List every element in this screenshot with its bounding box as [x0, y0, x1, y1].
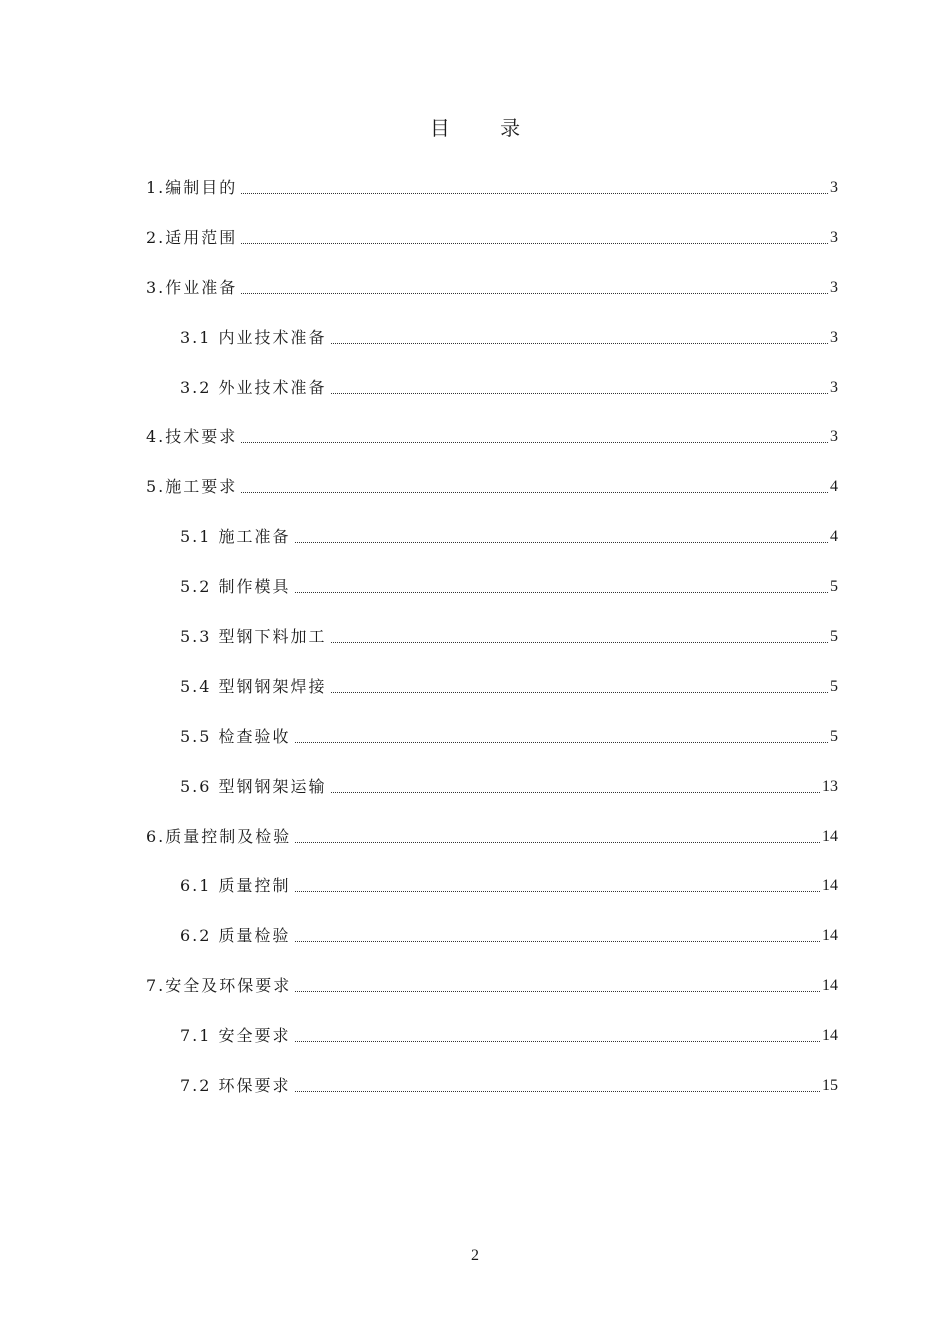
toc-entry-label: 6.1 质量控制 — [180, 876, 291, 896]
toc-entry-label: 1.编制目的 — [146, 178, 238, 197]
toc-entry-page: 5 — [830, 628, 838, 646]
toc-entry[interactable] — [146, 175, 838, 225]
toc-leader-dots — [295, 824, 820, 843]
toc-entry[interactable] — [146, 424, 838, 474]
toc-entry[interactable] — [146, 774, 838, 824]
toc-entry[interactable] — [146, 824, 838, 874]
toc-entry[interactable] — [146, 325, 838, 375]
toc-leader-dots — [295, 873, 820, 892]
toc-leader-dots — [331, 325, 828, 344]
toc-entry[interactable] — [146, 1023, 838, 1073]
toc-leader-dots — [295, 1073, 820, 1092]
toc-entry[interactable] — [146, 375, 838, 425]
toc-leader-dots — [331, 774, 820, 793]
toc-leader-dots — [241, 275, 828, 294]
toc-entry-label: 5.1 施工准备 — [180, 527, 291, 547]
toc-entry[interactable] — [146, 474, 838, 524]
toc-entry[interactable] — [146, 674, 838, 724]
toc-entry-page: 15 — [822, 1077, 838, 1095]
toc-entry-label: 2.适用范围 — [146, 227, 238, 247]
toc-leader-dots — [241, 225, 828, 244]
toc-leader-dots — [241, 474, 828, 493]
toc-entry-label: 3.1 内业技术准备 — [180, 327, 327, 347]
toc-entry[interactable] — [146, 624, 838, 674]
toc-entry-label: 3.作业准备 — [146, 277, 238, 297]
toc-entry-label: 5.施工要求 — [146, 477, 238, 497]
toc-entry[interactable] — [146, 225, 838, 275]
toc-list — [146, 175, 838, 1123]
toc-entry[interactable] — [146, 524, 838, 574]
toc-entry-page: 14 — [822, 927, 838, 945]
toc-leader-dots — [331, 674, 828, 693]
toc-leader-dots — [295, 574, 828, 593]
toc-entry-page: 5 — [830, 727, 838, 745]
toc-entry-label: 6.2 质量检验 — [180, 926, 291, 946]
toc-entry-label: 7.1 安全要求 — [180, 1026, 291, 1046]
toc-entry-page: 3 — [830, 428, 838, 446]
toc-leader-dots — [241, 175, 828, 194]
toc-entry-page: 14 — [822, 977, 838, 995]
toc-entry[interactable] — [146, 973, 838, 1023]
toc-entry-label: 5.6 型钢钢架运输 — [180, 776, 327, 796]
toc-entry-page: 5 — [830, 677, 838, 695]
toc-leader-dots — [241, 424, 828, 443]
toc-entry-page: 3 — [830, 278, 838, 296]
toc-entry-page: 14 — [822, 1027, 838, 1045]
toc-leader-dots — [295, 923, 820, 942]
toc-entry[interactable] — [146, 724, 838, 774]
toc-leader-dots — [295, 1023, 820, 1042]
toc-entry-page: 3 — [830, 328, 838, 346]
toc-entry-page: 5 — [830, 578, 838, 596]
toc-entry[interactable] — [146, 275, 838, 325]
toc-leader-dots — [295, 524, 828, 543]
toc-leader-dots — [295, 724, 828, 743]
toc-title: 目 录 — [429, 116, 543, 140]
toc-entry-label: 5.2 制作模具 — [180, 577, 291, 597]
toc-entry[interactable] — [146, 873, 838, 923]
toc-entry-label: 3.2 外业技术准备 — [180, 377, 327, 397]
toc-entry-label: 6.质量控制及检验 — [146, 826, 292, 846]
toc-entry-label: 4.技术要求 — [146, 427, 238, 447]
toc-entry-page: 3 — [830, 228, 838, 246]
toc-entry[interactable] — [146, 574, 838, 624]
toc-leader-dots — [295, 973, 820, 992]
toc-entry-page: 4 — [830, 478, 838, 496]
toc-entry-page: 14 — [822, 877, 838, 895]
toc-entry-page: 14 — [822, 827, 838, 845]
toc-entry-page: 13 — [822, 777, 838, 795]
toc-leader-dots — [331, 624, 828, 643]
toc-entry-label: 5.3 型钢下料加工 — [180, 627, 327, 647]
page-number: 2 — [471, 1247, 479, 1264]
toc-entry[interactable] — [146, 1073, 838, 1123]
toc-entry-page: 3 — [830, 378, 838, 396]
toc-entry-page: 3 — [830, 179, 838, 196]
toc-entry-label: 7.安全及环保要求 — [146, 976, 292, 996]
toc-entry-label: 5.5 检查验收 — [180, 726, 291, 746]
toc-entry-label: 7.2 环保要求 — [180, 1076, 291, 1096]
toc-entry-page: 4 — [830, 528, 838, 546]
toc-entry-label: 5.4 型钢钢架焊接 — [180, 676, 327, 696]
toc-entry[interactable] — [146, 923, 838, 973]
toc-leader-dots — [331, 375, 828, 394]
